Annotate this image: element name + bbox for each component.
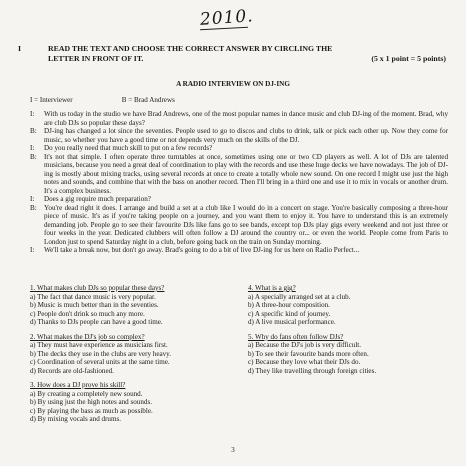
dialogue-line <box>30 110 448 127</box>
dialogue-line <box>30 195 448 204</box>
answer-option[interactable]: a) By creating a completely new sound. <box>30 389 143 398</box>
question-text: 3. How does a DJ prove his skill? <box>30 381 126 389</box>
question-block <box>30 284 245 327</box>
dialogue-text: Does a gig require much preparation? <box>44 195 151 203</box>
dialogue-line <box>30 204 448 247</box>
dialogue-text: We'll take a break now, but don't go away. Brad's going to do a bit of live DJ-ing for us here on Radio Perfect... <box>44 246 360 254</box>
dialogue-text: DJ-ing has changed a lot since the seventies. People used to go to discos and clubs to drink, talk or pick each other up. Now they come for music, so whether you have a good time or not depends very much on the skills of the DJ. <box>44 127 448 144</box>
speaker-tag: B: <box>30 203 37 212</box>
speaker-tag: I: <box>30 110 35 118</box>
questions-right-column <box>248 284 463 381</box>
answer-option[interactable]: c) Because they love what their DJs do. <box>248 358 361 366</box>
handwritten-year: 2010. <box>199 6 255 30</box>
question-block <box>248 284 463 327</box>
speaker-tag: B: <box>30 127 37 135</box>
answer-option[interactable]: d) They like travelling through foreign cities. <box>248 366 377 375</box>
answer-option[interactable]: c) A specific kind of journey. <box>248 309 331 318</box>
answer-option[interactable]: d) Thanks to DJs people can have a good time. <box>30 318 163 326</box>
roles-legend <box>30 96 175 105</box>
answer-option[interactable]: a) They must have experience as musicians first. <box>30 341 168 349</box>
question-text: 5. Why do fans often follow DJs? <box>248 332 344 341</box>
page-number: 3 <box>231 446 235 454</box>
answer-option[interactable]: b) To see their favourite bands more often. <box>248 349 369 358</box>
interview-text <box>30 110 448 255</box>
answer-option[interactable]: b) Music is much better than in the seventies. <box>30 301 159 309</box>
text-title: A RADIO INTERVIEW ON DJ-ING <box>176 80 290 88</box>
speaker-tag: I: <box>30 144 35 152</box>
role-interviewer: I = Interviewer <box>30 96 73 104</box>
speaker-tag: I: <box>30 195 35 203</box>
dialogue-text: You're dead right it does. I arrange and build a set at a club like I would do in a concert on stage. You're basically composing a three-hour piece of music. It's as if you're taking people on a journey, and you want them to enjoy it. You have to understand this is an extremely demanding job. People go to see their favourite DJs like fans go to see bands, except top DJs play gigs every weekend and not just three or four weeks in the year. Dedicated clubbers will often follow a DJ around the country or... or even the world. People come from Paris to London just to spend Saturday night in a club, before going back on the train on Sunday morning. <box>44 203 448 246</box>
speaker-tag: I: <box>30 246 35 254</box>
answer-option[interactable]: c) People don't drink so much any more. <box>30 309 145 318</box>
question-block <box>30 333 245 376</box>
answer-option[interactable]: d) By mixing vocals and drums. <box>30 415 122 423</box>
answer-option[interactable]: b) By using just the high notes and sounds. <box>30 398 152 406</box>
question-text: 2. What makes the DJ's job so complex? <box>30 332 145 341</box>
instruction-line-1: READ THE TEXT AND CHOOSE THE CORRECT ANSWER BY CIRCLING THE <box>48 44 333 53</box>
question-text: 1. What makes club DJs so popular these days? <box>30 284 165 292</box>
question-text: 4. What is a gig? <box>248 284 296 292</box>
answer-option[interactable]: c) Coordination of several units at the same time. <box>30 358 170 366</box>
dialogue-line <box>30 246 448 255</box>
answer-option[interactable]: a) A specially arranged set at a club. <box>248 292 351 301</box>
dialogue-line <box>30 127 448 144</box>
points-note: (5 x 1 point = 5 points) <box>371 54 446 63</box>
answer-option[interactable]: d) A live musical performance. <box>248 318 336 326</box>
answer-option[interactable]: b) A three-hour composition. <box>248 301 330 309</box>
answer-option[interactable]: a) The fact that dance music is very popular. <box>30 292 156 301</box>
role-guest: B = Brad Andrews <box>121 96 175 104</box>
answer-option[interactable]: b) The decks they use in the clubs are very heavy. <box>30 349 172 358</box>
answer-option[interactable]: a) Because the DJ's job is very difficult. <box>248 341 362 349</box>
task-number: I <box>18 44 22 53</box>
dialogue-line <box>30 153 448 196</box>
dialogue-text: With us today in the studio we have Brad Andrews, one of the most popular names in dance music and club DJ-ing of the moment. Brad, why are club DJs so popular these days? <box>44 110 448 127</box>
instruction-line-2: LETTER IN FRONT OF IT. <box>48 54 144 63</box>
question-block <box>30 381 245 424</box>
dialogue-line <box>30 144 448 153</box>
answer-option[interactable]: d) Records are old-fashioned. <box>30 366 114 375</box>
answer-option[interactable]: c) By playing the bass as much as possible. <box>30 406 153 415</box>
dialogue-text: Do you really need that much skill to put on a few records? <box>44 144 213 152</box>
question-block <box>248 333 463 376</box>
speaker-tag: B: <box>30 152 37 161</box>
dialogue-text: It's not that simple. I often operate three turntables at once, sometimes using one or two CD players as well. A lot of DJs are talented musicians, because you need a great deal of coordination to play with the records and use these huge decks we have nowadays. The job of DJ-ing is mostly about mixing tracks, using several records at once to create a totally whole new sound. On one record I might use just the high notes and sounds, and combine that with the bass on another record. Then I'll bring in a third one and use it to mix in vocals or another drum. It's a complex business. <box>44 152 448 195</box>
questions-left-column <box>30 284 245 430</box>
